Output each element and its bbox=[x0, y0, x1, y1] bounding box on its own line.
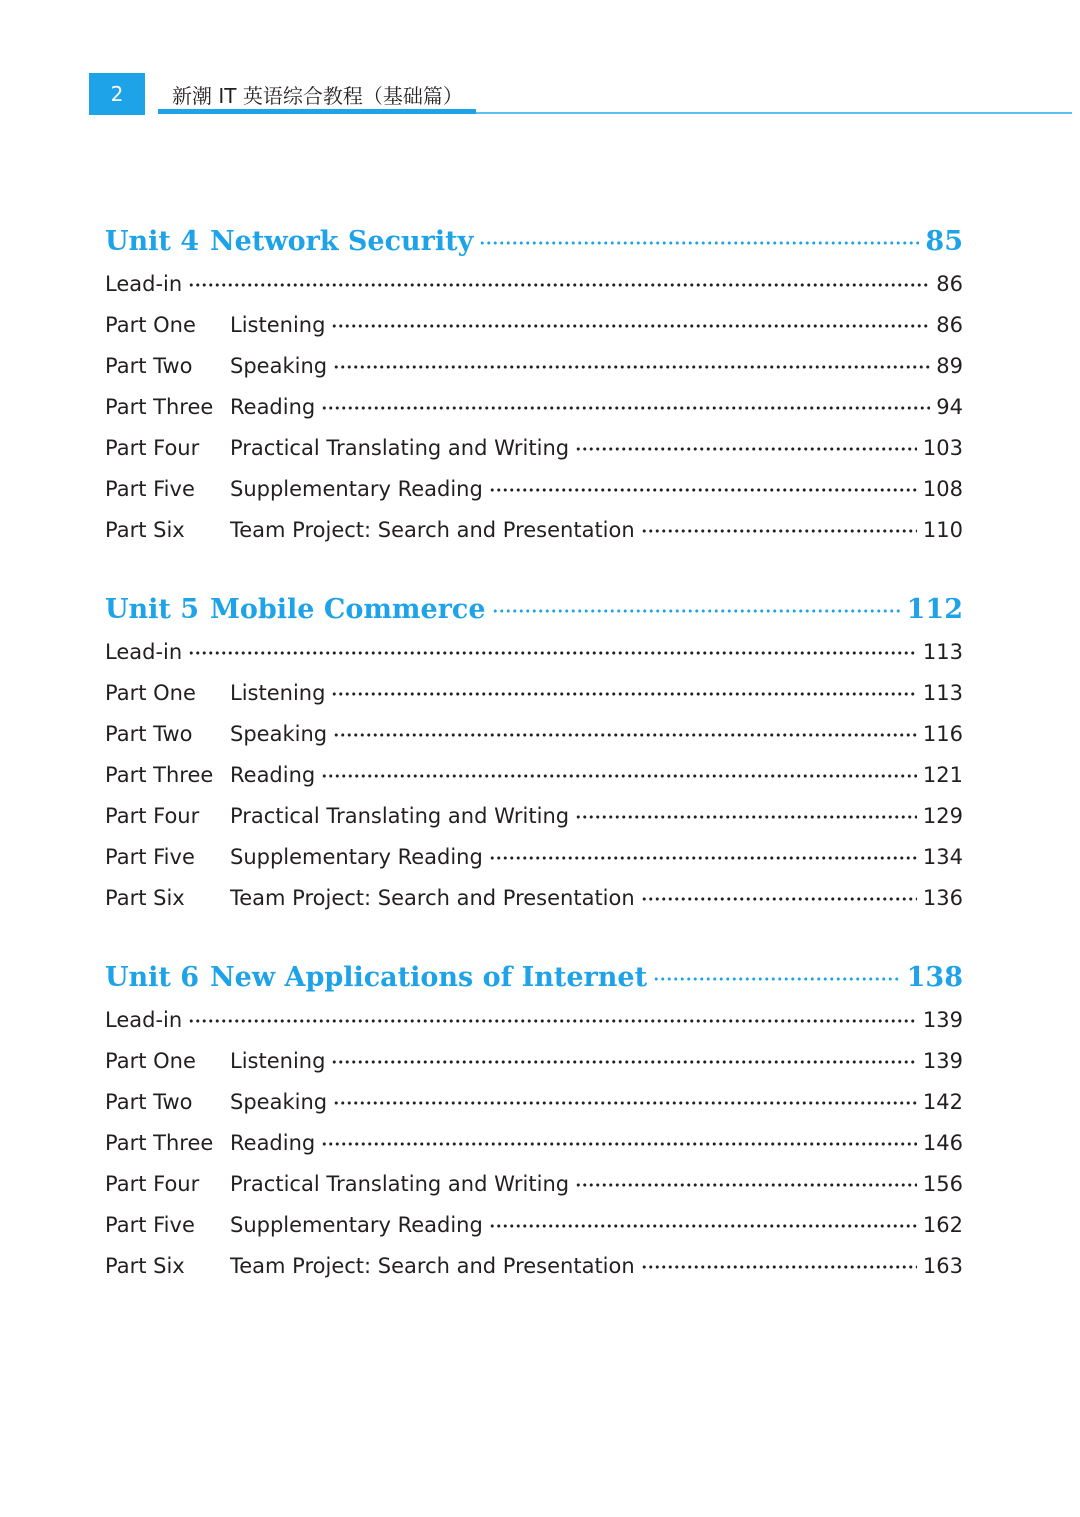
toc-unit-heading[interactable] bbox=[105, 955, 963, 999]
dot-leader bbox=[321, 1140, 917, 1148]
entry-page-number: 129 bbox=[922, 803, 963, 828]
dot-leader bbox=[331, 322, 930, 330]
dot-leader bbox=[653, 975, 901, 983]
entry-part-label: Part Five bbox=[105, 476, 195, 501]
entry-part-label: Lead-in bbox=[105, 639, 183, 664]
toc-entry[interactable] bbox=[105, 304, 963, 345]
entry-title: Listening bbox=[230, 1048, 326, 1073]
dot-leader bbox=[575, 445, 917, 453]
dot-leader bbox=[575, 1181, 917, 1189]
entry-title: Listening bbox=[230, 312, 326, 337]
toc-entry[interactable] bbox=[105, 427, 963, 468]
dot-leader bbox=[188, 1017, 917, 1025]
dot-leader bbox=[489, 854, 917, 862]
dot-leader bbox=[321, 404, 930, 412]
toc-entry[interactable] bbox=[105, 1245, 963, 1286]
entry-part-label: Part Three bbox=[105, 1130, 214, 1155]
entry-page-number: 139 bbox=[922, 1007, 963, 1032]
unit-label: Unit 5 bbox=[105, 593, 200, 625]
dot-leader bbox=[489, 486, 917, 494]
entry-page-number: 134 bbox=[922, 844, 963, 869]
entry-part-label: Part Six bbox=[105, 885, 185, 910]
toc-entry[interactable] bbox=[105, 877, 963, 918]
toc-entry[interactable] bbox=[105, 386, 963, 427]
unit-label: Unit 6 bbox=[105, 961, 200, 993]
toc-entry[interactable] bbox=[105, 345, 963, 386]
dot-leader bbox=[331, 1058, 916, 1066]
header-rule-accent bbox=[158, 109, 476, 114]
entry-page-number: 142 bbox=[922, 1089, 963, 1114]
entry-page-number: 108 bbox=[922, 476, 963, 501]
entry-part-label: Part Four bbox=[105, 1171, 200, 1196]
dot-leader bbox=[331, 690, 916, 698]
dot-leader bbox=[641, 527, 917, 535]
page-header bbox=[0, 0, 1080, 120]
entry-part-label: Part One bbox=[105, 1048, 196, 1073]
toc-entry[interactable] bbox=[105, 1122, 963, 1163]
entry-part-label: Part Five bbox=[105, 844, 195, 869]
entry-part-label: Part Two bbox=[105, 353, 193, 378]
entry-part-label: Part Two bbox=[105, 1089, 193, 1114]
toc-unit-heading[interactable] bbox=[105, 219, 963, 263]
toc-entry[interactable] bbox=[105, 836, 963, 877]
toc-entry[interactable] bbox=[105, 1081, 963, 1122]
dot-leader bbox=[188, 281, 930, 289]
unit-title: Mobile Commerce bbox=[210, 593, 486, 625]
entry-part-label: Part One bbox=[105, 312, 196, 337]
dot-leader bbox=[321, 772, 917, 780]
entry-title: Speaking bbox=[230, 721, 328, 746]
entry-page-number: 103 bbox=[922, 435, 963, 460]
entry-part-label: Lead-in bbox=[105, 1007, 183, 1032]
entry-title: Supplementary Reading bbox=[230, 844, 483, 869]
entry-part-label: Part Four bbox=[105, 803, 200, 828]
entry-page-number: 156 bbox=[922, 1171, 963, 1196]
entry-title: Team Project: Search and Presentation bbox=[230, 517, 635, 542]
entry-page-number: 86 bbox=[936, 271, 963, 296]
entry-page-number: 146 bbox=[922, 1130, 963, 1155]
unit-page-number: 112 bbox=[906, 593, 963, 625]
dot-leader bbox=[641, 895, 917, 903]
toc-entry[interactable] bbox=[105, 1040, 963, 1081]
entry-page-number: 116 bbox=[922, 721, 963, 746]
dot-leader bbox=[489, 1222, 917, 1230]
entry-title: Speaking bbox=[230, 1089, 328, 1114]
toc-entry[interactable] bbox=[105, 795, 963, 836]
entry-title: Listening bbox=[230, 680, 326, 705]
entry-page-number: 113 bbox=[922, 680, 963, 705]
toc-entry[interactable] bbox=[105, 672, 963, 713]
unit-label: Unit 4 bbox=[105, 225, 200, 257]
entry-part-label: Part Two bbox=[105, 721, 193, 746]
entry-part-label: Part Six bbox=[105, 1253, 185, 1278]
entry-title: Supplementary Reading bbox=[230, 476, 483, 501]
entry-title: Practical Translating and Writing bbox=[230, 1171, 570, 1196]
entry-page-number: 121 bbox=[922, 762, 963, 787]
toc-entry[interactable] bbox=[105, 1163, 963, 1204]
dot-leader bbox=[333, 1099, 917, 1107]
entry-part-label: Part Three bbox=[105, 762, 214, 787]
entry-title: Reading bbox=[230, 394, 316, 419]
toc-entry[interactable] bbox=[105, 468, 963, 509]
entry-title: Speaking bbox=[230, 353, 328, 378]
toc-unit-heading[interactable] bbox=[105, 587, 963, 631]
entry-page-number: 110 bbox=[922, 517, 963, 542]
entry-page-number: 94 bbox=[936, 394, 963, 419]
dot-leader bbox=[188, 649, 917, 657]
entry-title: Reading bbox=[230, 1130, 316, 1155]
entry-title: Reading bbox=[230, 762, 316, 787]
toc-unit bbox=[105, 219, 963, 550]
entry-page-number: 163 bbox=[922, 1253, 963, 1278]
page-number: 2 bbox=[89, 73, 145, 115]
toc-entry[interactable] bbox=[105, 631, 963, 672]
dot-leader bbox=[479, 239, 919, 247]
entry-page-number: 89 bbox=[936, 353, 963, 378]
entry-page-number: 136 bbox=[922, 885, 963, 910]
dot-leader bbox=[492, 607, 901, 615]
entry-title: Supplementary Reading bbox=[230, 1212, 483, 1237]
unit-title: Network Security bbox=[210, 225, 474, 257]
unit-title: New Applications of Internet bbox=[210, 961, 648, 993]
dot-leader bbox=[333, 731, 917, 739]
entry-page-number: 162 bbox=[922, 1212, 963, 1237]
entry-part-label: Lead-in bbox=[105, 271, 183, 296]
entry-part-label: Part Six bbox=[105, 517, 185, 542]
toc-entry[interactable] bbox=[105, 999, 963, 1040]
dot-leader bbox=[333, 363, 930, 371]
toc-entry[interactable] bbox=[105, 754, 963, 795]
entry-page-number: 113 bbox=[922, 639, 963, 664]
entry-page-number: 86 bbox=[936, 312, 963, 337]
entry-title: Practical Translating and Writing bbox=[230, 803, 570, 828]
entry-title: Team Project: Search and Presentation bbox=[230, 1253, 635, 1278]
toc-unit bbox=[105, 587, 963, 918]
toc-entry[interactable] bbox=[105, 713, 963, 754]
unit-page-number: 138 bbox=[906, 961, 963, 993]
dot-leader bbox=[575, 813, 917, 821]
toc-entry[interactable] bbox=[105, 1204, 963, 1245]
toc-unit bbox=[105, 955, 963, 1286]
entry-part-label: Part One bbox=[105, 680, 196, 705]
entry-part-label: Part Five bbox=[105, 1212, 195, 1237]
entry-page-number: 139 bbox=[922, 1048, 963, 1073]
entry-part-label: Part Four bbox=[105, 435, 200, 460]
dot-leader bbox=[641, 1263, 917, 1271]
toc-entry[interactable] bbox=[105, 263, 963, 304]
entry-title: Team Project: Search and Presentation bbox=[230, 885, 635, 910]
book-title: 新潮 IT 英语综合教程（基础篇） bbox=[172, 84, 463, 108]
entry-title: Practical Translating and Writing bbox=[230, 435, 570, 460]
toc-entry[interactable] bbox=[105, 509, 963, 550]
entry-part-label: Part Three bbox=[105, 394, 214, 419]
unit-page-number: 85 bbox=[925, 225, 963, 257]
